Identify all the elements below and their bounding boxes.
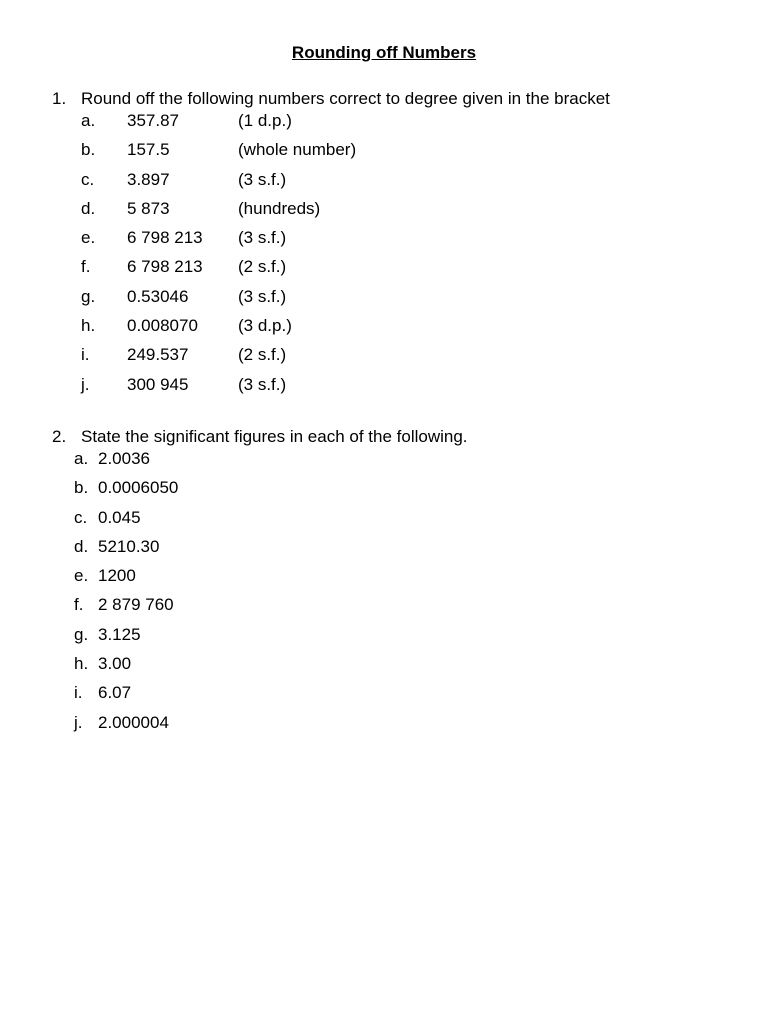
list-item <box>52 110 752 139</box>
item-number: 3.00 <box>98 654 132 674</box>
item-number: 157.5 <box>127 140 170 160</box>
item-letter: h. <box>81 316 96 336</box>
list-item <box>52 256 752 285</box>
list-item <box>52 139 752 168</box>
list-item <box>52 536 752 565</box>
item-degree: (3 s.f.) <box>238 286 287 306</box>
item-letter: j. <box>81 374 90 394</box>
list-item <box>52 653 752 682</box>
item-number: 249.537 <box>127 345 189 365</box>
item-letter: f. <box>74 595 84 615</box>
item-number: 2 879 760 <box>98 595 174 615</box>
item-number: 3.125 <box>98 624 141 644</box>
list-item <box>52 315 752 344</box>
question-2-text: State the significant figures in each of the following. <box>81 427 468 446</box>
item-letter: f. <box>81 257 91 277</box>
question-1-list <box>52 110 752 403</box>
list-item <box>52 448 752 477</box>
question-2-number: 2. <box>52 427 67 446</box>
item-letter: i. <box>74 683 83 703</box>
item-number: 1200 <box>98 566 136 586</box>
item-number: 5 873 <box>127 198 170 218</box>
list-item <box>52 594 752 623</box>
item-letter: e. <box>81 228 96 248</box>
item-degree: (1 d.p.) <box>238 111 292 130</box>
item-degree: (3 s.f.) <box>238 169 287 189</box>
list-item <box>52 565 752 594</box>
list-item <box>52 712 752 741</box>
question-2 <box>52 426 752 741</box>
item-degree: (whole number) <box>238 140 357 160</box>
list-item <box>52 286 752 315</box>
item-letter: e. <box>74 566 89 586</box>
item-degree: (hundreds) <box>238 198 321 218</box>
item-number: 6 798 213 <box>127 228 203 248</box>
list-item <box>52 227 752 256</box>
item-letter: g. <box>74 624 89 644</box>
item-number: 0.0006050 <box>98 478 179 498</box>
item-letter: b. <box>81 140 96 160</box>
item-number: 0.008070 <box>127 316 198 336</box>
question-2-list <box>52 448 752 741</box>
item-number: 3.897 <box>127 169 170 189</box>
item-number: 300 945 <box>127 374 189 394</box>
item-degree: (3 s.f.) <box>238 374 287 394</box>
item-number: 2.000004 <box>98 712 169 732</box>
question-1-number: 1. <box>52 89 67 108</box>
list-item <box>52 507 752 536</box>
question-1-text: Round off the following numbers correct to degree given in the bracket <box>81 89 610 108</box>
item-letter: c. <box>74 507 88 527</box>
item-number: 0.045 <box>98 507 141 527</box>
item-degree: (3 d.p.) <box>238 316 292 336</box>
item-degree: (3 s.f.) <box>238 228 287 248</box>
page-title: Rounding off Numbers <box>291 43 477 62</box>
item-number: 0.53046 <box>127 286 189 306</box>
item-letter: i. <box>81 345 90 365</box>
question-1 <box>52 88 752 403</box>
item-degree: (2 s.f.) <box>238 257 287 277</box>
list-item <box>52 682 752 711</box>
list-item <box>52 477 752 506</box>
item-letter: d. <box>81 198 96 218</box>
item-letter: j. <box>74 712 83 732</box>
item-letter: g. <box>81 286 96 306</box>
item-letter: d. <box>74 536 89 556</box>
item-number: 357.87 <box>127 111 179 130</box>
item-letter: a. <box>74 449 89 468</box>
list-item <box>52 198 752 227</box>
question-2-header <box>52 426 752 448</box>
item-number: 6 798 213 <box>127 257 203 277</box>
item-number: 2.0036 <box>98 449 150 468</box>
item-letter: h. <box>74 654 89 674</box>
list-item <box>52 344 752 373</box>
item-letter: b. <box>74 478 89 498</box>
item-number: 6.07 <box>98 683 132 703</box>
question-1-header <box>52 88 752 110</box>
list-item <box>52 374 752 403</box>
item-letter: a. <box>81 111 96 130</box>
item-number: 5210.30 <box>98 536 160 556</box>
list-item <box>52 624 752 653</box>
list-item <box>52 169 752 198</box>
item-degree: (2 s.f.) <box>238 345 287 365</box>
item-letter: c. <box>81 169 95 189</box>
